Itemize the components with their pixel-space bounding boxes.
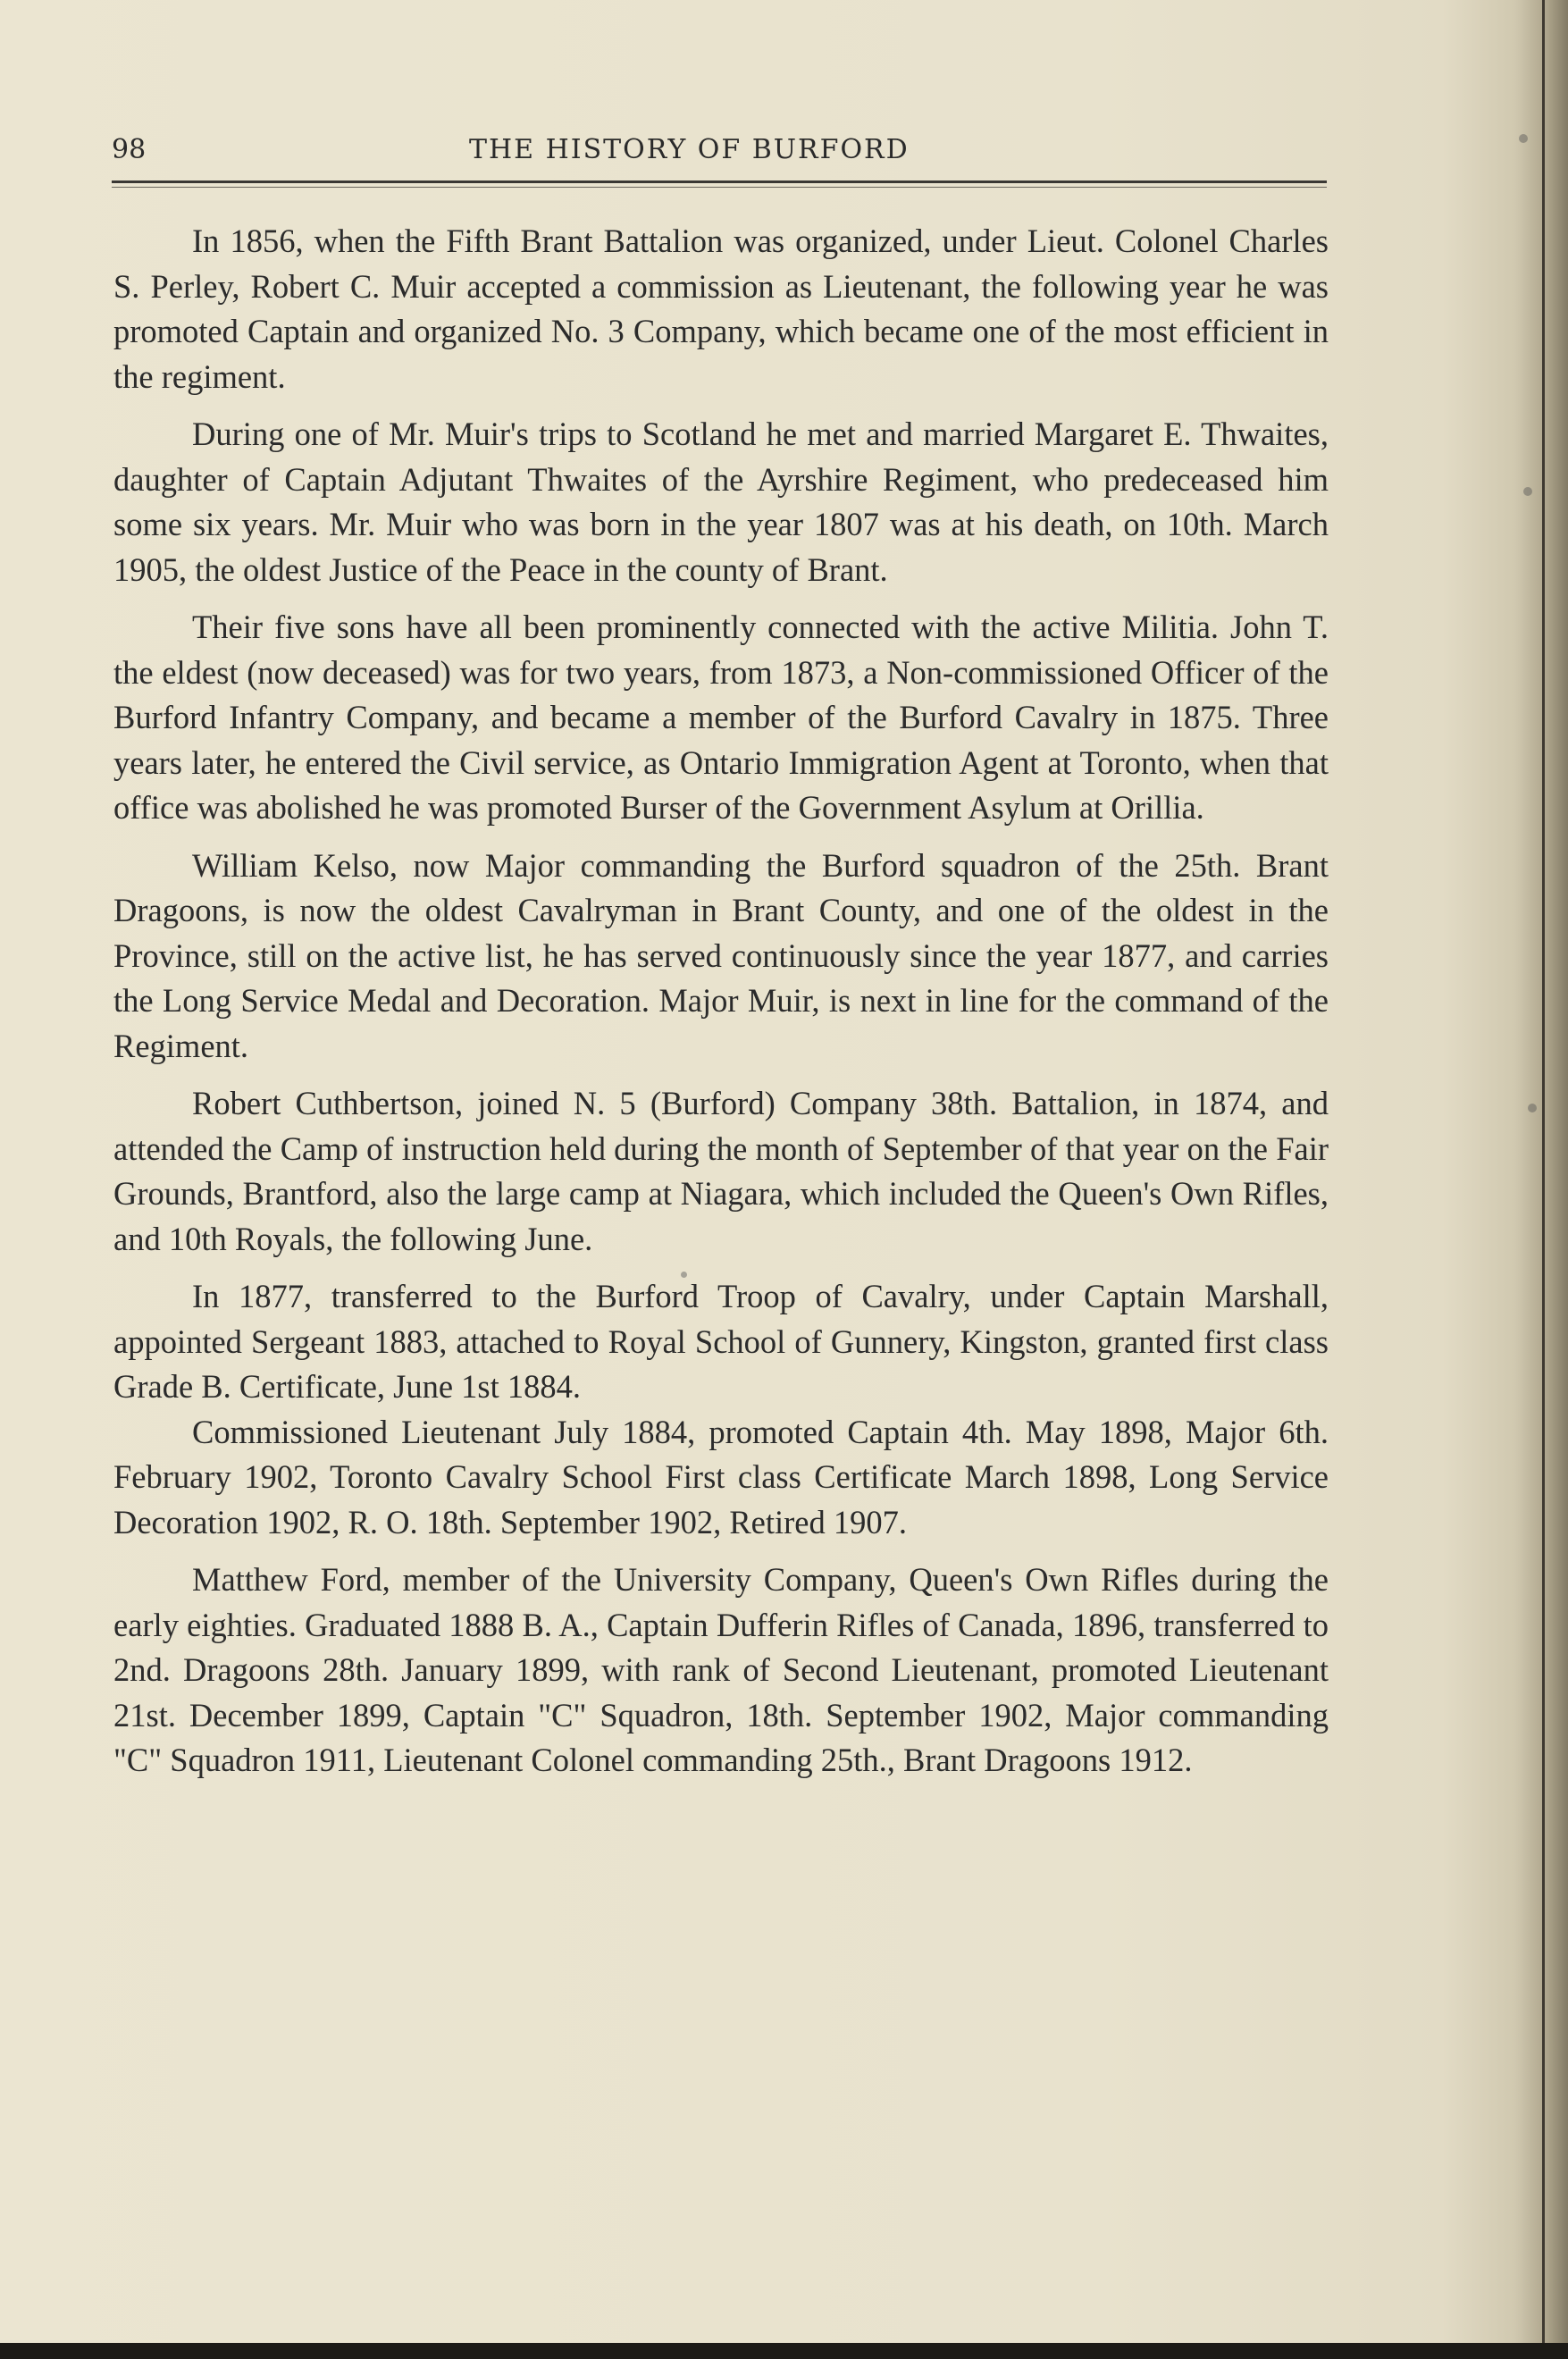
paragraph: In 1856, when the Fifth Brant Battalion was organized, under Lieut. Colonel Charles S. Perley, Robert C. Muir accepted a commission as Lieutenant, the following year he was promoted Captain and organized No. 3 Company, which became one of the most efficient in the regiment. [113,222,1329,395]
paragraph: William Kelso, now Major commanding the Burford squadron of the 25th. Brant Dragoons, is now the oldest Cavalryman in Brant County, and one of the oldest in the Province, still on the active list, he has served continuously since the year 1877, and carries the Long Service Medal and Decoration. Major Muir, is next in line for the command of the Regiment. [113,846,1329,1064]
page-speck [1528,1104,1537,1112]
header-rule-thin [112,187,1327,188]
page-header [112,134,1327,179]
page-edge [1542,0,1545,2359]
paragraph: Their five sons have all been prominently connected with the active Militia. John T. the eldest (now deceased) was for two years, from 1873, a Non-commissioned Officer of the Burford Infantry Company, and became a member of the Burford Cavalry in 1875. Three years later, he entered the Civil service, as Ontario Immigration Agent at Toronto, when that office was abolished he was promoted Burser of the Government Asylum at Orillia. [113,609,1329,826]
header-rule [112,180,1327,183]
body-text [113,219,1329,1796]
page-gutter-shadow [1514,0,1568,2359]
running-head: THE HISTORY OF BURFORD [469,134,910,165]
page-speck [681,1272,687,1278]
paragraph: Robert Cuthbertson, joined N. 5 (Burford) Company 38th. Battalion, in 1874, and attended the Camp of instruction held during the month of September of that year on the Fair Grounds, Brantford, also the large camp at Niagara, which included the Queen's Own Rifles, and 10th Royals, the following June. [113,1085,1329,1257]
page-speck [1523,487,1532,496]
paragraph: In 1877, transferred to the Burford Troop of Cavalry, under Captain Marshall, appointed Sergeant 1883, attached to Royal School of Gunnery, Kingston, granted first class Grade B. Certificate, June 1st 1884. [113,1278,1329,1405]
page-speck [1519,134,1528,143]
bottom-edge [0,2343,1568,2359]
paragraph: Commissioned Lieutenant July 1884, promoted Captain 4th. May 1898, Major 6th. February 1902, Toronto Cavalry School First class Certificate March 1898, Long Service Decoration 1902, R. O. 18th. September 1902, Retired 1907. [113,1413,1329,1540]
paragraph: During one of Mr. Muir's trips to Scotland he met and married Margaret E. Thwaites, daughter of Captain Adjutant Thwaites of the Ayrshire Regiment, who predeceased him some six years. Mr. Muir who was born in the year 1807 was at his death, on 10th. March 1905, the oldest Justice of the Peace in the county of Brant. [113,416,1329,588]
page-number: 98 [112,134,147,165]
paragraph: Matthew Ford, member of the University Company, Queen's Own Rifles during the early eighties. Graduated 1888 B. A., Captain Dufferin Rifles of Canada, 1896, transferred to 2nd. Dragoons 28th. January 1899, with rank of Second Lieutenant, promoted Lieutenant 21st. December 1899, Captain "C" Squadron, 18th. September 1902, Major commanding "C" Squadron 1911, Lieutenant Colonel commanding 25th., Brant Dragoons 1912. [113,1561,1329,1778]
